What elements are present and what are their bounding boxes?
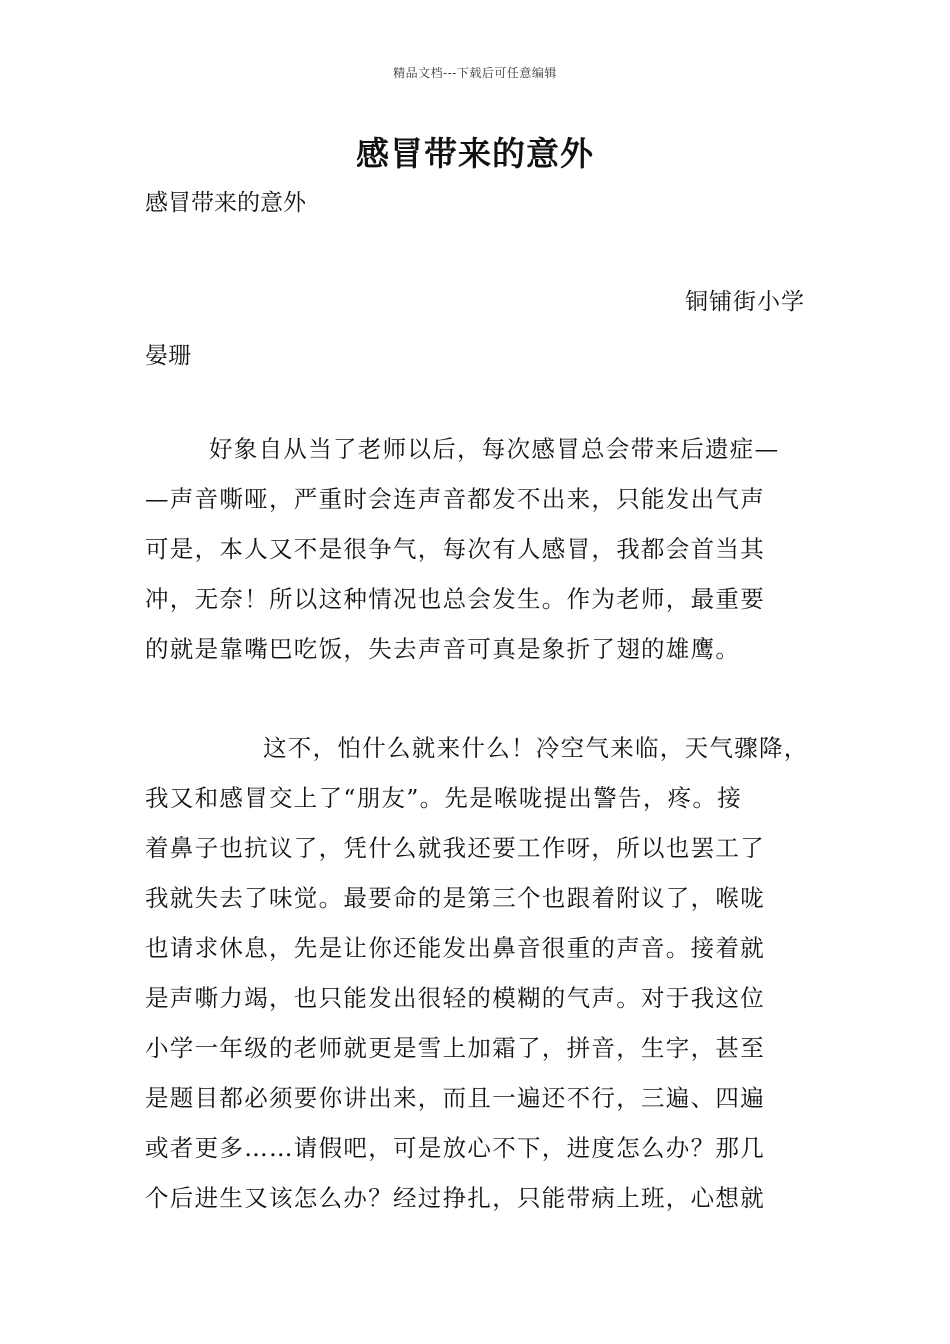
paragraph-2-line-3: 着鼻子也抗议了，凭什么就我还要工作呀，所以也罢工了 — [145, 834, 765, 862]
paragraph-1-line-5: 的就是靠嘴巴吃饭，失去声音可真是象折了翅的雄鹰。 — [145, 635, 741, 663]
author-name: 晏珊 — [145, 343, 191, 369]
paragraph-2-line-2: 我又和感冒交上了“朋友”。先是喉咙提出警告，疼。接 — [145, 784, 743, 812]
document-title: 感冒带来的意外 — [356, 134, 594, 173]
paragraph-2-line-5: 也请求休息，先是让你还能发出鼻音很重的声音。接着就 — [145, 934, 765, 962]
paragraph-1-line-4: 冲，无奈！所以这种情况也总会发生。作为老师，最重要 — [145, 585, 765, 613]
paragraph-1-line-1: 好象自从当了老师以后，每次感冒总会带来后遗症— — [209, 435, 780, 463]
paragraph-2-line-1: 这不，怕什么就来什么！冷空气来临，天气骤降， — [263, 734, 809, 762]
document-subtitle: 感冒带来的意外 — [145, 190, 306, 216]
paragraph-2-line-4: 我就失去了味觉。最要命的是第三个也跟着附议了，喉咙 — [145, 884, 765, 912]
paragraph-1-line-2: —声音嘶哑，严重时会连声音都发不出来，只能发出气声 — [145, 485, 765, 513]
paragraph-2-line-8: 是题目都必须要你讲出来，而且一遍还不行，三遍、四遍 — [145, 1084, 765, 1112]
paragraph-2-line-7: 小学一年级的老师就更是雪上加霜了，拼音，生字，甚至 — [145, 1034, 765, 1062]
paragraph-2-line-10: 个后进生又该怎么办？经过挣扎，只能带病上班，心想就 — [145, 1184, 765, 1212]
paragraph-2-line-6: 是声嘶力竭，也只能发出很轻的模糊的气声。对于我这位 — [145, 984, 765, 1012]
school-name: 铜铺街小学 — [685, 289, 805, 315]
paragraph-2-line-9: 或者更多……请假吧，可是放心不下，进度怎么办？那几 — [145, 1134, 765, 1162]
page-header: 精品文档---下载后可任意编辑 — [393, 66, 557, 80]
paragraph-1-line-3: 可是，本人又不是很争气，每次有人感冒，我都会首当其 — [145, 535, 765, 563]
